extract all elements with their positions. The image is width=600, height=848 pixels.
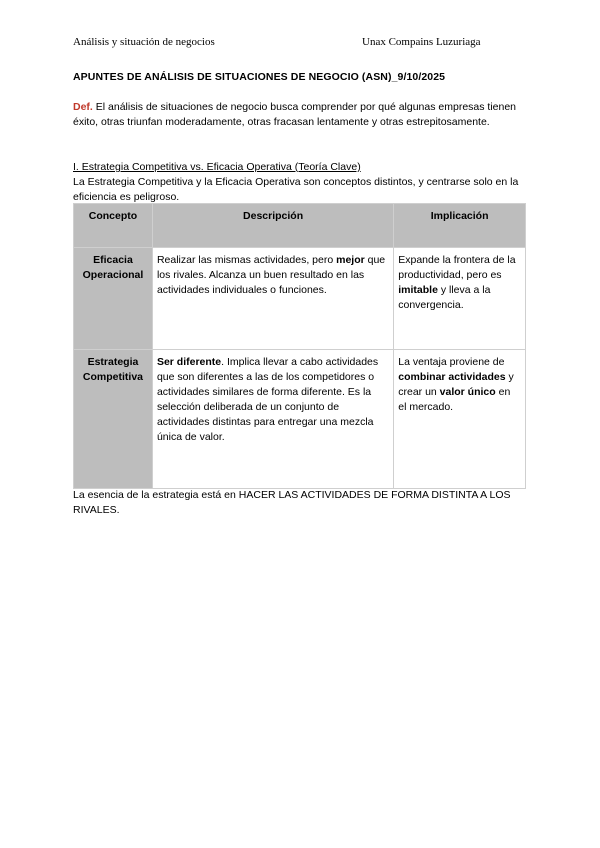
table-row bbox=[74, 248, 526, 350]
cell-concept: Eficacia Operacional bbox=[74, 248, 153, 350]
comparison-table bbox=[73, 203, 526, 489]
cell-description bbox=[152, 248, 393, 350]
table-row bbox=[74, 350, 526, 489]
impl-text: en el mercado. bbox=[398, 386, 511, 413]
impl-bold: imitable bbox=[398, 284, 438, 296]
desc-text: Realizar las mismas actividades, pero bbox=[156, 254, 337, 266]
impl-text: y crear un bbox=[398, 371, 514, 398]
section-block bbox=[73, 160, 533, 205]
header-descripcion: Descripción bbox=[152, 204, 393, 248]
section-title: I. Estrategia Competitiva vs. Eficacia Operativa (Teoría Clave) bbox=[73, 161, 361, 173]
document-title: APUNTES DE ANÁLISIS DE SITUACIONES DE NEGOCIO (ASN)_9/10/2025 bbox=[73, 71, 446, 83]
definition-label: Def. bbox=[73, 101, 93, 113]
cell-description bbox=[152, 350, 393, 489]
impl-text: La ventaja proviene de bbox=[398, 356, 505, 368]
desc-text: que los rivales. Alcanza un buen resultado en las actividades individuales o funciones. bbox=[156, 254, 386, 296]
desc-text: . Implica llevar a cabo actividades que son diferentes a las de los competidores o actividades similares de forma diferente. Es la selección deliberada de un conjunto de actividades distintas para entregar una mezcla única de valor. bbox=[156, 356, 379, 443]
cell-implication bbox=[394, 248, 526, 350]
impl-text: Expande la frontera de la productividad, pero es bbox=[398, 254, 516, 281]
desc-bold: Ser diferente bbox=[156, 356, 222, 368]
definition-paragraph bbox=[73, 100, 533, 130]
cell-concept: Estrategia Competitiva bbox=[74, 350, 153, 489]
header-concepto: Concepto bbox=[74, 204, 153, 248]
header-right: Unax Compains Luzuriaga bbox=[362, 36, 481, 48]
impl-bold: valor único bbox=[439, 386, 496, 398]
header-implicacion: Implicación bbox=[394, 204, 526, 248]
impl-text: y lleva a la convergencia. bbox=[398, 284, 491, 311]
table-header-row bbox=[74, 204, 526, 248]
definition-text: El análisis de situaciones de negocio busca comprender por qué algunas empresas tienen éxito, otras triunfan moderadamente, otras fracasan lentamente y otras estrepitosamente. bbox=[73, 101, 517, 128]
impl-bold: combinar actividades bbox=[398, 371, 506, 383]
cell-implication bbox=[394, 350, 526, 489]
section-intro: La Estrategia Competitiva y la Eficacia Operativa son conceptos distintos, y centrarse solo en la eficiencia es peligroso. bbox=[73, 176, 519, 203]
header-left: Análisis y situación de negocios bbox=[73, 36, 215, 48]
desc-bold: mejor bbox=[336, 254, 365, 266]
conclusion-paragraph: La esencia de la estrategia está en HACER LAS ACTIVIDADES DE FORMA DISTINTA A LOS RIVALES. bbox=[73, 489, 511, 516]
